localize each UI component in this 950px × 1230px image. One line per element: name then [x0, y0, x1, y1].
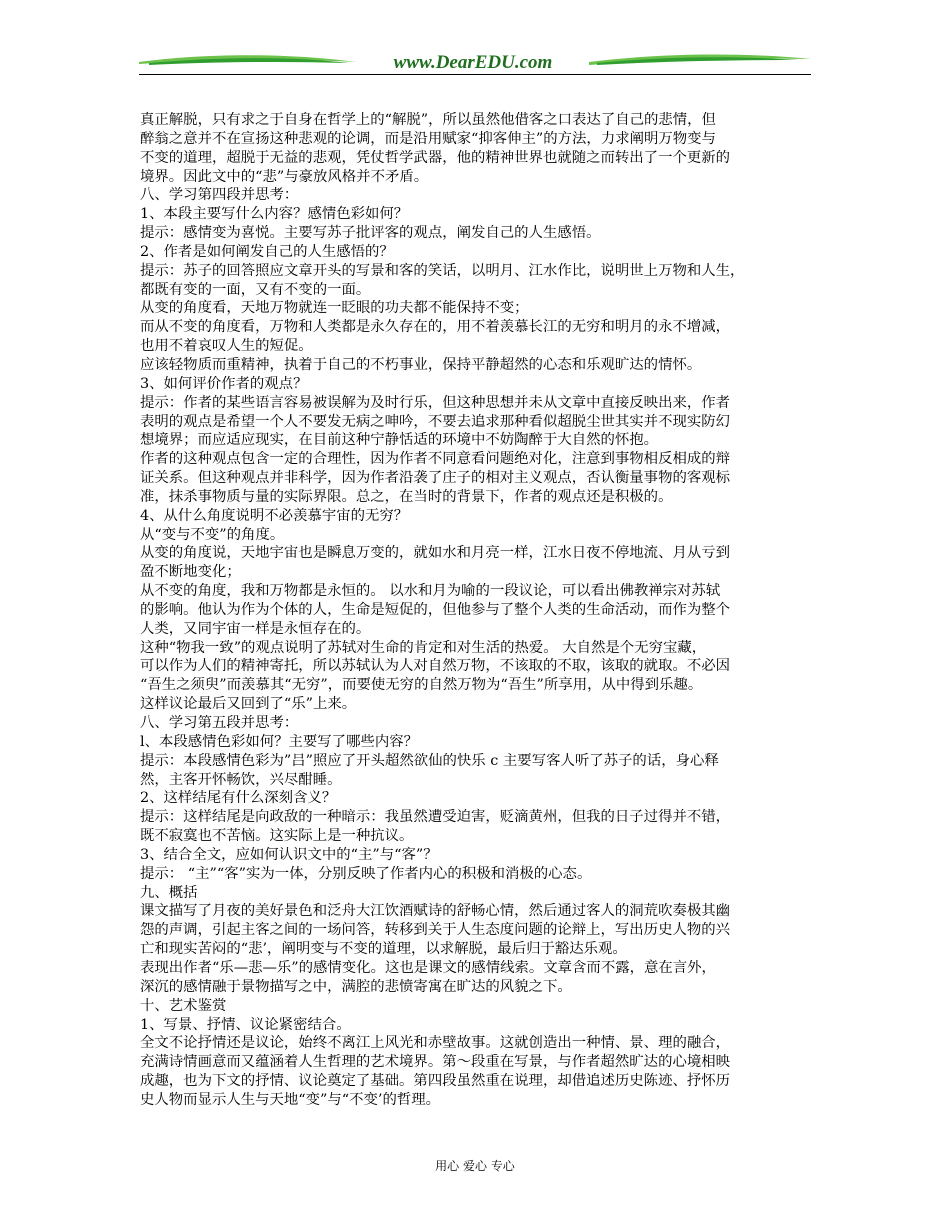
text-line: 八、学习第四段并思考：	[140, 187, 299, 204]
text-line: 表明的观点是希望一个人不要发无病之呻吟，不要去追求那种看似超脱尘世其实并不现实防幻	[140, 413, 731, 430]
text-line: 表现出作者“乐—悲—乐”的感情变化。这也是课文的感情线索。文章含而不露，意在言外，	[140, 959, 716, 976]
text-line: 3、结合全文，应如何认识文中的“主”与“客”？	[140, 846, 438, 863]
text-line: 从变的角度看，天地万物就连一眨眼的功夫都不能保持不变；	[140, 300, 529, 317]
text-line: 从不变的角度，我和万物都是永恒的。 以水和月为喻的一段议论，可以看出佛教禅宗对苏轼	[140, 583, 721, 600]
text-line: 都既有变的一面，又有不变的一面。	[140, 281, 371, 298]
text-line: 的影响。他认为作为个体的人，生命是短促的，但他参与了整个人类的生命活动，而作为整个	[140, 601, 731, 618]
text-line: 1、本段主要写什么内容？感情色彩如何？	[140, 206, 409, 223]
text-line: 从变的角度说，天地宇宙也是瞬息万变的，就如水和月亮一样，江水日夜不停地流、月从亏到	[140, 545, 731, 562]
text-line: 应该轻物质而重精神，执着于自己的不朽事业，保持平静超然的心态和乐观旷达的情怀。	[140, 356, 702, 373]
text-line: 4、从什么角度说明不必羡慕宇宙的无穷？	[140, 507, 409, 524]
text-line: 提示：苏子的回答照应文章开头的写景和客的笑话，以明月、江水作比，说明世上万物和人生，	[140, 262, 745, 279]
text-line: l、本段感情色彩如何？主要写了哪些内容？	[140, 733, 419, 750]
text-line: 准，抹杀事物质与量的实际界限。总之，在当时的背景下，作者的观点还是积极的。	[140, 488, 673, 505]
text-line: 提示：本段感情色彩为”吕”照应了开头超然欲仙的快乐 c 主要写客人听了苏子的话，身心释	[140, 752, 719, 769]
text-line: 而从不变的角度看，万物和人类都是永久存在的，用不着羡慕长江的无穷和明月的永不增减，	[140, 319, 731, 336]
text-line: 作者的这种观点包含一定的合理性，因为作者不同意看问题绝对化，注意到事物相反相成的辩	[140, 451, 731, 468]
document-body	[140, 111, 815, 1110]
header-rule	[139, 74, 811, 75]
text-line: 九、概括	[140, 884, 198, 901]
text-line: 提示： “主”“客”实为一体，分别反映了作者内心的积极和消极的心态。	[140, 865, 592, 882]
text-line: 然，主客开怀畅饮，兴尽酣睡。	[140, 771, 342, 788]
page-footer: 用心 爱心 专心	[435, 1159, 515, 1173]
text-line: 证关系。但这种观点并非科学，因为作者沿袭了庄子的相对主义观点，否认衡量事物的客观标	[140, 470, 731, 487]
text-line: 怨的声调，引起主客之间的一场问答，转移到关于人生态度问题的论辩上，写出历史人物的兴	[140, 922, 731, 939]
text-line: 1、写景、抒情、议论紧密结合。	[140, 1016, 351, 1033]
text-line: 这种“物我一致”的观点说明了苏轼对生命的肯定和对生活的热爱。 大自然是个无穷宝藏，	[140, 639, 707, 656]
text-line: 醉翁之意并不在宣扬这种悲观的论调，而是沿用赋家“抑客伸主”的方法，力求阐明万物变与	[140, 130, 716, 147]
text-line: 提示：感情变为喜悦。主要写苏子批评客的观点，阐发自己的人生感悟。	[140, 225, 601, 242]
text-line: 充满诗情画意而又蕴涵着人生哲理的艺术境界。第～段重在写景，与作者超然旷达的心境相映	[140, 1054, 731, 1071]
text-line: 课文描写了月夜的美好景色和泛舟大江饮酒赋诗的舒畅心情，然后通过客人的洞荒吹奏极其幽	[140, 903, 731, 920]
text-line: 亡和现实苦闷的“悲’，阐明变与不变的道理，以求解脱，最后归于豁达乐观。	[140, 941, 627, 958]
text-line: 2、这样结尾有什么深刻含义？	[140, 790, 337, 807]
text-line: 这样议论最后又回到了“乐”上来。	[140, 696, 357, 713]
text-line: 成趣，也为下文的抒情、议论奠定了基础。第四段虽然重在说理，却借追述历史陈迹、抒怀历	[140, 1073, 731, 1090]
text-line: 史人物而显示人生与天地“变”与“不变’的哲理。	[140, 1091, 441, 1108]
text-line: 八、学习第五段并思考：	[140, 715, 299, 731]
text-line: 也用不着哀叹人生的短促。	[140, 338, 313, 355]
text-line: 从“变与不变”的角度。	[140, 526, 285, 543]
logo-text: www.DearEDU.com	[393, 52, 553, 73]
dearedu-logo	[139, 44, 811, 78]
text-line: 全文不论抒情还是议论，始终不离江上风光和赤壁故事。这就创造出一种情、景、理的融合，	[140, 1035, 731, 1052]
text-line: 十、艺术鉴赏	[140, 997, 227, 1014]
text-line: “吾生之须臾”而羡慕其“无穷”，而要使无穷的自然万物为“吾生”所享用，从中得到乐趣。	[140, 677, 703, 694]
text-line: 深沉的感情融于景物描写之中，满腔的悲愤寄寓在旷达的风貌之下。	[140, 978, 572, 995]
text-line: 3、如何评价作者的观点？	[140, 375, 308, 392]
text-line: 提示：这样结尾是向政敌的一种暗示：我虽然遭受迫害，贬滴黄州，但我的日子过得并不错，	[140, 809, 731, 826]
text-line: 不变的道理，超脱于无益的悲观，凭仗哲学武器，他的精神世界也就随之而转出了一个更新的	[140, 149, 731, 166]
text-line: 2、作者是如何阐发自己的人生感悟的？	[140, 243, 394, 260]
text-line: 人类，又同宇宙一样是永恒存在的。	[140, 620, 371, 637]
header-banner	[139, 44, 811, 78]
text-line: 提示：作者的某些语言容易被误解为及时行乐，但这种思想并未从文章中直接反映出来，作者	[140, 394, 731, 411]
text-line: 真正解脱，只有求之于自身在哲学上的“解脱”，所以虽然他借客之口表达了自己的悲情，但	[140, 112, 716, 128]
text-line: 想境界；而应适应现实，在目前这种宁静恬适的环境中不妨陶醉于大自然的怀抱。	[140, 432, 659, 449]
text-line: 可以作为人们的精神寄托，所以苏轼认为人对自然万物，不该取的不取，该取的就取。不必因	[140, 658, 731, 675]
text-line: 盈不断地变化；	[140, 564, 241, 581]
text-line: 境界。因此文中的“悲”与豪放风格并不矛盾。	[140, 168, 429, 185]
text-line: 既不寂寞也不苦恼。这实际上是一种抗议。	[140, 828, 414, 845]
